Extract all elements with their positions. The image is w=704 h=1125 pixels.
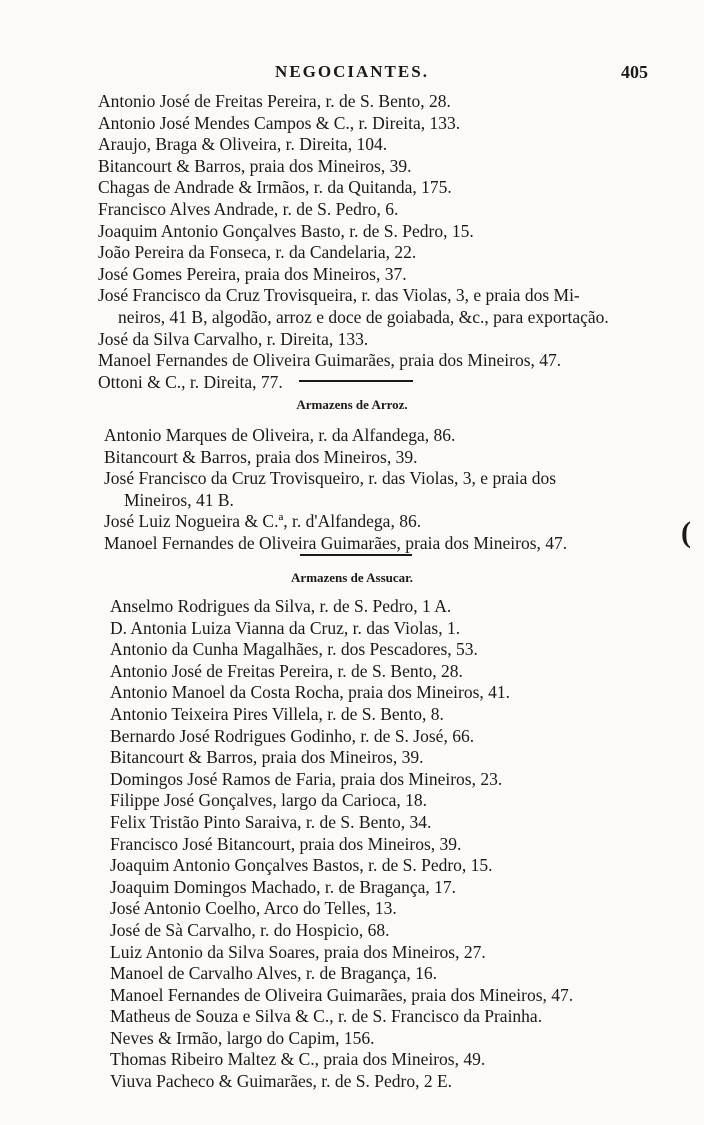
list-item: Domingos José Ramos de Faria, praia dos Mineiros, 23. (110, 768, 503, 789)
list-item: Luiz Antonio da Silva Soares, praia dos Mineiros, 27. (110, 941, 486, 962)
list-item: Antonio Manoel da Costa Rocha, praia dos Mineiros, 41. (110, 682, 511, 703)
list-item: Antonio José Mendes Campos & C., r. Direita, 133. (98, 112, 461, 133)
list-item: Francisco Alves Andrade, r. de S. Pedro, 6. (98, 198, 399, 219)
list-item: Ottoni & C., r. Direita, 77. (98, 371, 283, 392)
list-item: José Francisco da Cruz Trovisqueira, r. das Violas, 3, e praia dos Mi- (98, 285, 580, 306)
list-item: Bitancourt & Barros, praia dos Mineiros, 39. (104, 446, 418, 467)
negociantes-list (98, 91, 609, 393)
list-item: Joaquim Antonio Gonçalves Basto, r. de S. Pedro, 15. (98, 220, 474, 241)
list-item: Bernardo José Rodrigues Godinho, r. de S. José, 66. (110, 725, 475, 746)
section-divider (300, 554, 412, 556)
list-item: Antonio Teixeira Pires Villela, r. de S. Bento, 8. (110, 703, 444, 724)
list-item: Manoel Fernandes de Oliveira Guimarães, praia dos Mineiros, 47. (110, 984, 574, 1005)
list-item: Thomas Ribeiro Maltez & C., praia dos Mineiros, 49. (110, 1049, 486, 1070)
list-item: José de Sà Carvalho, r. do Hospicio, 68. (110, 919, 390, 940)
list-item: João Pereira da Fonseca, r. da Candelaria, 22. (98, 242, 417, 263)
list-item: Antonio da Cunha Magalhães, r. dos Pescadores, 53. (110, 639, 478, 660)
list-item: Matheus de Souza e Silva & C., r. de S. Francisco da Prainha. (110, 1006, 543, 1027)
running-title: NEGOCIANTES. (275, 62, 429, 81)
list-item: José Luiz Nogueira & C.ª, r. d'Alfandega, 86. (104, 511, 422, 532)
continuation-text: neiros, 41 B, algodão, arroz e doce de goiabada, &c., para exportação. (118, 306, 609, 327)
section-divider (299, 380, 413, 382)
list-item: Filippe José Gonçalves, largo da Carioca, 18. (110, 790, 428, 811)
list-item: Francisco José Bitancourt, praia dos Mineiros, 39. (110, 833, 462, 854)
list-item: Antonio José de Freitas Pereira, r. de S. Bento, 28. (110, 660, 463, 681)
list-item: José da Silva Carvalho, r. Direita, 133. (98, 328, 369, 349)
list-item-continuation (104, 490, 567, 512)
arroz-list (104, 425, 567, 555)
list-item: Antonio José de Freitas Pereira, r. de S. Bento, 28. (98, 91, 451, 111)
list-item: Viuva Pacheco & Guimarães, r. de S. Pedro, 2 E. (110, 1071, 453, 1092)
list-item: Manoel Fernandes de Oliveira Guimarães, praia dos Mineiros, 47. (104, 532, 568, 553)
list-item: Anselmo Rodrigues da Silva, r. de S. Pedro, 1 A. (110, 596, 452, 616)
continuation-text: Mineiros, 41 B. (124, 489, 234, 510)
list-item: Antonio Marques de Oliveira, r. da Alfandega, 86. (104, 425, 456, 445)
list-item: José Francisco da Cruz Trovisqueiro, r. das Violas, 3, e praia dos (104, 468, 557, 489)
list-item: D. Antonia Luiza Vianna da Cruz, r. das Violas, 1. (110, 617, 461, 638)
list-item-continuation (98, 307, 609, 329)
list-item: José Gomes Pereira, praia dos Mineiros, 37. (98, 263, 407, 284)
list-item: Chagas de Andrade & Irmãos, r. da Quitanda, 175. (98, 177, 452, 198)
list-item: Bitancourt & Barros, praia dos Mineiros, 39. (110, 747, 424, 768)
page-header (0, 62, 704, 88)
list-item: Manoel de Carvalho Alves, r. de Bragança, 16. (110, 963, 438, 984)
list-item: Bitancourt & Barros, praia dos Mineiros, 39. (98, 155, 412, 176)
list-item: José Antonio Coelho, Arco do Telles, 13. (110, 898, 397, 919)
assucar-list (110, 596, 573, 1093)
list-item: Neves & Irmão, largo do Capim, 156. (110, 1027, 375, 1048)
margin-bracket-mark: ( (681, 516, 691, 549)
list-item: Joaquim Domingos Machado, r. de Bragança, 17. (110, 876, 457, 897)
section-heading-assucar: Armazens de Assucar. (291, 570, 413, 585)
page-number: 405 (621, 62, 648, 82)
list-item: Manoel Fernandes de Oliveira Guimarães, praia dos Mineiros, 47. (98, 350, 562, 371)
list-item: Araujo, Braga & Oliveira, r. Direita, 104. (98, 134, 388, 155)
section-heading-arroz: Armazens de Arroz. (296, 397, 408, 412)
list-item: Joaquim Antonio Gonçalves Bastos, r. de S. Pedro, 15. (110, 855, 493, 876)
list-item: Felix Tristão Pinto Saraiva, r. de S. Bento, 34. (110, 811, 432, 832)
